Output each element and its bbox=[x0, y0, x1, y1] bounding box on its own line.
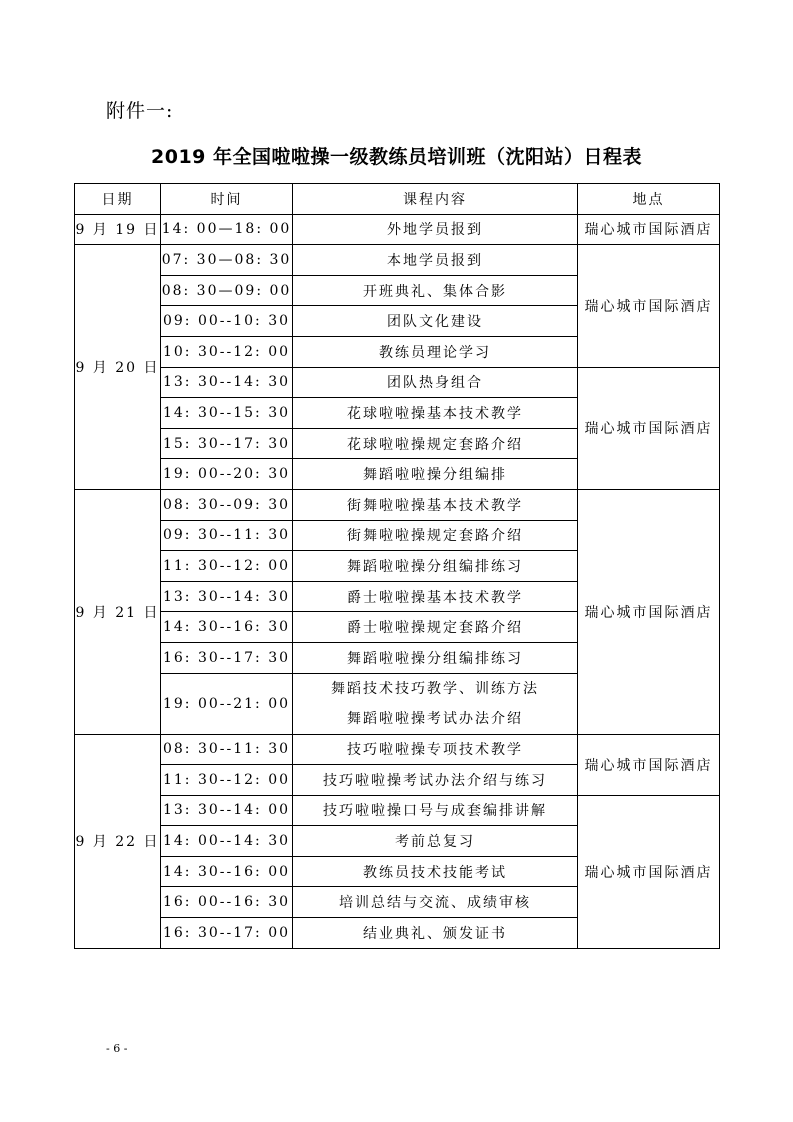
time-cell: 15: 30--17: 30 bbox=[161, 428, 293, 459]
time-cell: 19: 00--21: 00 bbox=[161, 673, 293, 734]
content-cell: 技巧啦啦操专项技术教学 bbox=[293, 734, 578, 765]
content-cell: 开班典礼、集体合影 bbox=[293, 275, 578, 306]
content-cell: 爵士啦啦操规定套路介绍 bbox=[293, 612, 578, 643]
time-cell: 14: 30--15: 30 bbox=[161, 398, 293, 429]
date-cell: 9 月 20 日 bbox=[75, 245, 161, 490]
time-cell: 13: 30--14: 30 bbox=[161, 367, 293, 398]
time-cell: 13: 30--14: 30 bbox=[161, 581, 293, 612]
content-cell: 外地学员报到 bbox=[293, 214, 578, 245]
table-row bbox=[75, 367, 720, 398]
content-cell bbox=[293, 673, 578, 734]
time-cell: 14: 30--16: 30 bbox=[161, 612, 293, 643]
time-cell: 19: 00--20: 30 bbox=[161, 459, 293, 490]
page-number: - 6 - bbox=[106, 1042, 128, 1055]
content-cell: 技巧啦啦操口号与成套编排讲解 bbox=[293, 795, 578, 826]
header-time: 时间 bbox=[161, 184, 293, 215]
time-cell: 14: 30--16: 00 bbox=[161, 856, 293, 887]
date-cell: 9 月 19 日 bbox=[75, 214, 161, 245]
table-row bbox=[75, 489, 720, 520]
content-cell: 技巧啦啦操考试办法介绍与练习 bbox=[293, 765, 578, 796]
content-cell: 结业典礼、颁发证书 bbox=[293, 918, 578, 949]
table-row bbox=[75, 214, 720, 245]
table-row bbox=[75, 795, 720, 826]
header-content: 课程内容 bbox=[293, 184, 578, 215]
time-cell: 08: 30--11: 30 bbox=[161, 734, 293, 765]
content-cell: 团队文化建设 bbox=[293, 306, 578, 337]
time-cell: 14: 00--14: 30 bbox=[161, 826, 293, 857]
time-cell: 09: 00--10: 30 bbox=[161, 306, 293, 337]
place-cell: 瑞心城市国际酒店 bbox=[578, 367, 720, 489]
time-cell: 11: 30--12: 00 bbox=[161, 765, 293, 796]
schedule-table bbox=[74, 183, 720, 949]
attachment-label: 附件一: bbox=[106, 100, 174, 122]
place-cell: 瑞心城市国际酒店 bbox=[578, 214, 720, 245]
time-cell: 09: 30--11: 30 bbox=[161, 520, 293, 551]
content-line: 舞蹈技术技巧教学、训练方法 bbox=[331, 680, 539, 697]
content-cell: 花球啦啦操基本技术教学 bbox=[293, 398, 578, 429]
time-cell: 16: 00--16: 30 bbox=[161, 887, 293, 918]
place-cell: 瑞心城市国际酒店 bbox=[578, 795, 720, 948]
place-cell: 瑞心城市国际酒店 bbox=[578, 734, 720, 795]
content-cell: 爵士啦啦操基本技术教学 bbox=[293, 581, 578, 612]
time-cell: 16: 30--17: 30 bbox=[161, 642, 293, 673]
content-cell: 街舞啦啦操基本技术教学 bbox=[293, 489, 578, 520]
content-cell: 教练员理论学习 bbox=[293, 336, 578, 367]
content-cell: 舞蹈啦啦操分组编排 bbox=[293, 459, 578, 490]
content-cell: 教练员技术技能考试 bbox=[293, 856, 578, 887]
document-title: 2019 年全国啦啦操一级教练员培训班（沈阳站）日程表 bbox=[151, 146, 642, 168]
table-row bbox=[75, 734, 720, 765]
time-cell: 16: 30--17: 00 bbox=[161, 918, 293, 949]
time-cell: 14: 00—18: 00 bbox=[161, 214, 293, 245]
time-cell: 11: 30--12: 00 bbox=[161, 551, 293, 582]
time-cell: 07: 30—08: 30 bbox=[161, 245, 293, 276]
place-cell: 瑞心城市国际酒店 bbox=[578, 245, 720, 367]
header-date: 日期 bbox=[75, 184, 161, 215]
content-cell: 本地学员报到 bbox=[293, 245, 578, 276]
content-cell: 培训总结与交流、成绩审核 bbox=[293, 887, 578, 918]
date-cell: 9 月 22 日 bbox=[75, 734, 161, 948]
time-cell: 08: 30—09: 00 bbox=[161, 275, 293, 306]
content-cell: 街舞啦啦操规定套路介绍 bbox=[293, 520, 578, 551]
place-cell: 瑞心城市国际酒店 bbox=[578, 489, 720, 734]
table-row bbox=[75, 245, 720, 276]
content-cell: 团队热身组合 bbox=[293, 367, 578, 398]
content-cell: 舞蹈啦啦操分组编排练习 bbox=[293, 551, 578, 582]
date-cell: 9 月 21 日 bbox=[75, 489, 161, 734]
time-cell: 13: 30--14: 00 bbox=[161, 795, 293, 826]
table-header-row bbox=[75, 184, 720, 215]
time-cell: 08: 30--09: 30 bbox=[161, 489, 293, 520]
header-place: 地点 bbox=[578, 184, 720, 215]
content-line: 舞蹈啦啦操考试办法介绍 bbox=[347, 710, 523, 727]
time-cell: 10: 30--12: 00 bbox=[161, 336, 293, 367]
content-cell: 考前总复习 bbox=[293, 826, 578, 857]
content-cell: 舞蹈啦啦操分组编排练习 bbox=[293, 642, 578, 673]
content-cell: 花球啦啦操规定套路介绍 bbox=[293, 428, 578, 459]
